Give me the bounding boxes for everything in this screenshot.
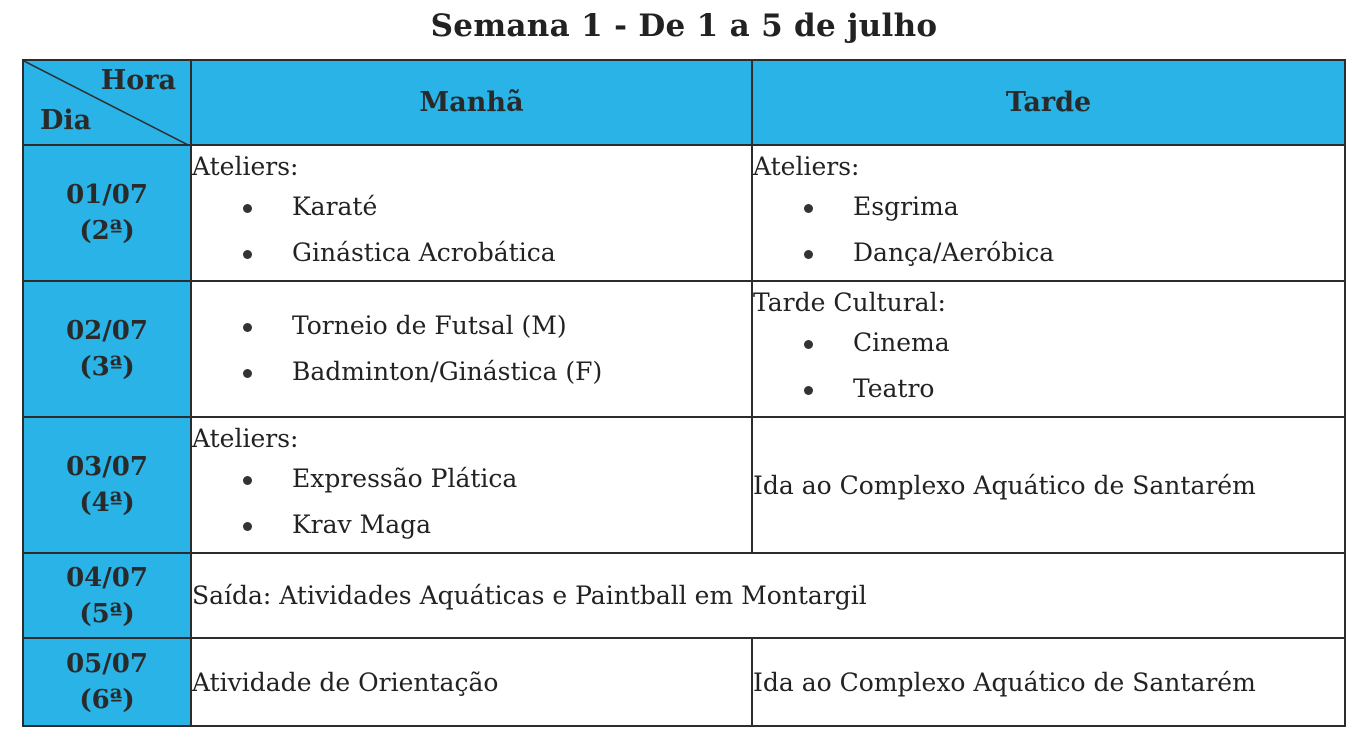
corner-cell xyxy=(23,60,191,145)
day-cell xyxy=(23,145,191,281)
corner-day-label: Dia xyxy=(40,105,92,136)
table-row xyxy=(23,553,1345,638)
list-item: Torneio de Futsal (M) xyxy=(192,303,751,349)
morning-cell xyxy=(191,281,752,417)
schedule-table xyxy=(22,59,1346,727)
list-item: Expressão Plática xyxy=(192,456,751,502)
afternoon-cell: Ida ao Complexo Aquático de Santarém xyxy=(752,417,1345,553)
cell-label: Tarde Cultural: xyxy=(753,288,946,317)
activity-list xyxy=(192,303,751,395)
corner-hour-label: Hora xyxy=(100,65,176,96)
table-row xyxy=(23,145,1345,281)
header-row xyxy=(23,60,1345,145)
list-item: Esgrima xyxy=(753,184,1344,230)
afternoon-cell xyxy=(752,145,1345,281)
activity-list xyxy=(753,320,1344,412)
list-item: Krav Maga xyxy=(192,502,751,548)
day-cell xyxy=(23,553,191,638)
activity-list xyxy=(192,456,751,548)
day-date: 01/07 xyxy=(66,180,148,210)
day-date: 02/07 xyxy=(66,316,148,346)
header-morning: Manhã xyxy=(191,60,752,145)
activity-list xyxy=(753,184,1344,276)
day-cell xyxy=(23,417,191,553)
cell-label: Ateliers: xyxy=(753,152,860,181)
afternoon-cell: Ida ao Complexo Aquático de Santarém xyxy=(752,638,1345,726)
day-date: 03/07 xyxy=(66,452,148,482)
day-cell xyxy=(23,638,191,726)
morning-cell: Atividade de Orientação xyxy=(191,638,752,726)
list-item: Ginástica Acrobática xyxy=(192,230,751,276)
day-weekday: (5ª) xyxy=(79,598,135,629)
day-weekday: (4ª) xyxy=(79,488,135,518)
cell-label: Ateliers: xyxy=(192,152,299,181)
list-item: Badminton/Ginástica (F) xyxy=(192,349,751,395)
list-item: Dança/Aeróbica xyxy=(753,230,1344,276)
page-title: Semana 1 - De 1 a 5 de julho xyxy=(430,8,938,44)
day-date: 05/07 xyxy=(66,649,148,679)
list-item: Teatro xyxy=(753,366,1344,412)
activity-list xyxy=(192,184,751,276)
list-item: Cinema xyxy=(753,320,1344,366)
morning-cell xyxy=(191,145,752,281)
table-row xyxy=(23,638,1345,726)
cell-label: Ateliers: xyxy=(192,424,299,453)
table-row xyxy=(23,281,1345,417)
day-weekday: (2ª) xyxy=(79,216,135,246)
day-cell xyxy=(23,281,191,417)
list-item: Karaté xyxy=(192,184,751,230)
full-day-cell: Saída: Atividades Aquáticas e Paintball em Montargil xyxy=(191,553,1345,638)
morning-cell xyxy=(191,417,752,553)
day-date: 04/07 xyxy=(66,562,148,593)
day-weekday: (3ª) xyxy=(79,352,135,382)
day-weekday: (6ª) xyxy=(79,685,135,715)
header-afternoon: Tarde xyxy=(752,60,1345,145)
table-row xyxy=(23,417,1345,553)
afternoon-cell xyxy=(752,281,1345,417)
